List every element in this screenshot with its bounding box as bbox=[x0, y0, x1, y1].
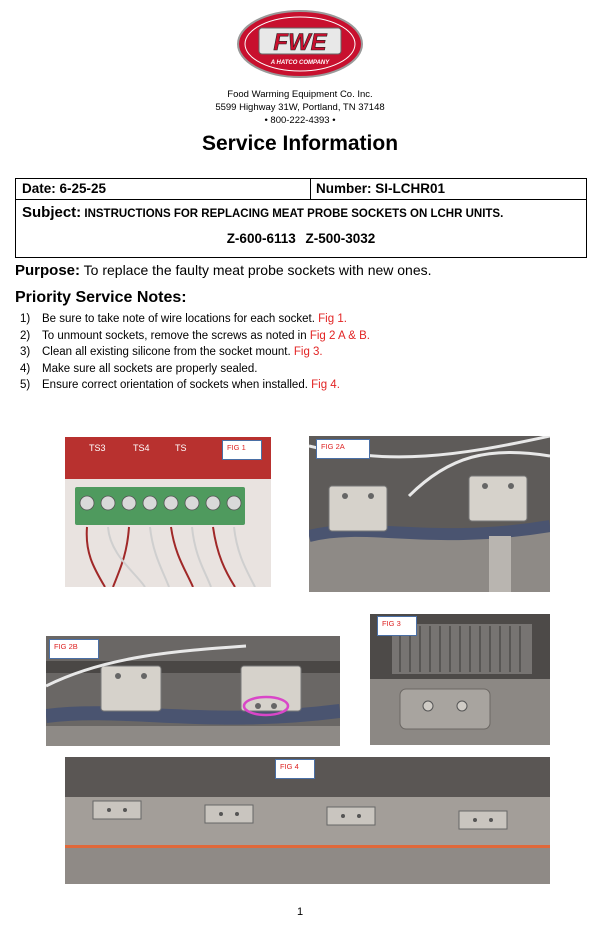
fig4-label: FIG 4 bbox=[275, 759, 315, 779]
sockets-illustration bbox=[309, 436, 550, 592]
note-item: 4) Make sure all sockets are properly sealed. bbox=[20, 362, 258, 375]
company-address: 5599 Highway 31W, Portland, TN 37148 bbox=[215, 102, 385, 113]
fig1-photo bbox=[65, 437, 271, 587]
divider bbox=[310, 179, 311, 199]
model-number: Z-500-3032 bbox=[305, 231, 376, 246]
date-field: Date: 6-25-25 bbox=[22, 181, 107, 196]
priority-heading: Priority Service Notes: bbox=[15, 289, 187, 306]
fwe-hatco-logo bbox=[237, 10, 363, 78]
svg-text:TS3: TS3 bbox=[89, 443, 106, 453]
fig2b-photo bbox=[46, 636, 340, 746]
purpose-label: Purpose: bbox=[15, 262, 81, 279]
company-info bbox=[0, 88, 600, 127]
note-item: 1) Be sure to take note of wire locations for each socket. Fig 1. bbox=[20, 313, 347, 325]
info-box bbox=[15, 178, 587, 258]
fig4-photo bbox=[65, 757, 550, 884]
fig-ref: Fig 4. bbox=[311, 379, 340, 391]
model-numbers bbox=[16, 231, 586, 246]
svg-text:A HATCO COMPANY: A HATCO COMPANY bbox=[270, 60, 330, 66]
subject-line bbox=[22, 204, 503, 221]
info-row bbox=[16, 179, 586, 200]
fig-ref: Fig 3. bbox=[293, 346, 323, 358]
company-phone: • 800-222-4393 • bbox=[264, 115, 336, 126]
fig2b-label: FIG 2B bbox=[49, 639, 99, 659]
svg-text:TS: TS bbox=[175, 443, 187, 453]
subject-label: Subject: bbox=[22, 204, 82, 221]
note-item: 5) Ensure correct orientation of sockets when installed. Fig 4. bbox=[20, 379, 340, 391]
note-item: 3) Clean all existing silicone from the socket mount. Fig 3. bbox=[20, 346, 323, 358]
page-title: Service Information bbox=[201, 132, 399, 155]
fig1-label: FIG 1 bbox=[222, 440, 262, 460]
purpose-text: To replace the faulty meat probe sockets with new ones. bbox=[83, 262, 432, 278]
svg-text:TS4: TS4 bbox=[133, 443, 150, 453]
company-name: Food Warming Equipment Co. Inc. bbox=[227, 89, 373, 100]
fig3-label: FIG 3 bbox=[377, 616, 417, 636]
purpose-line bbox=[15, 262, 432, 279]
fig3-photo bbox=[370, 614, 550, 745]
note-item: 2) To unmount sockets, remove the screws as noted in Fig 2 A & B. bbox=[20, 329, 370, 342]
fig2a-label: FIG 2A bbox=[316, 439, 370, 459]
fig2a-photo bbox=[309, 436, 550, 592]
notes-list bbox=[20, 311, 370, 394]
fig-ref: Fig 1. bbox=[318, 313, 347, 325]
svg-text:FWE: FWE bbox=[273, 29, 327, 56]
subject-text: INSTRUCTIONS FOR REPLACING MEAT PROBE SOCKETS ON LCHR UNITS. bbox=[84, 208, 504, 220]
number-field: Number: SI-LCHR01 bbox=[316, 181, 446, 196]
page-number: 1 bbox=[296, 906, 304, 918]
model-number: Z-600-6113 bbox=[226, 231, 296, 246]
fig-ref: Fig 2 A & B. bbox=[309, 329, 370, 342]
